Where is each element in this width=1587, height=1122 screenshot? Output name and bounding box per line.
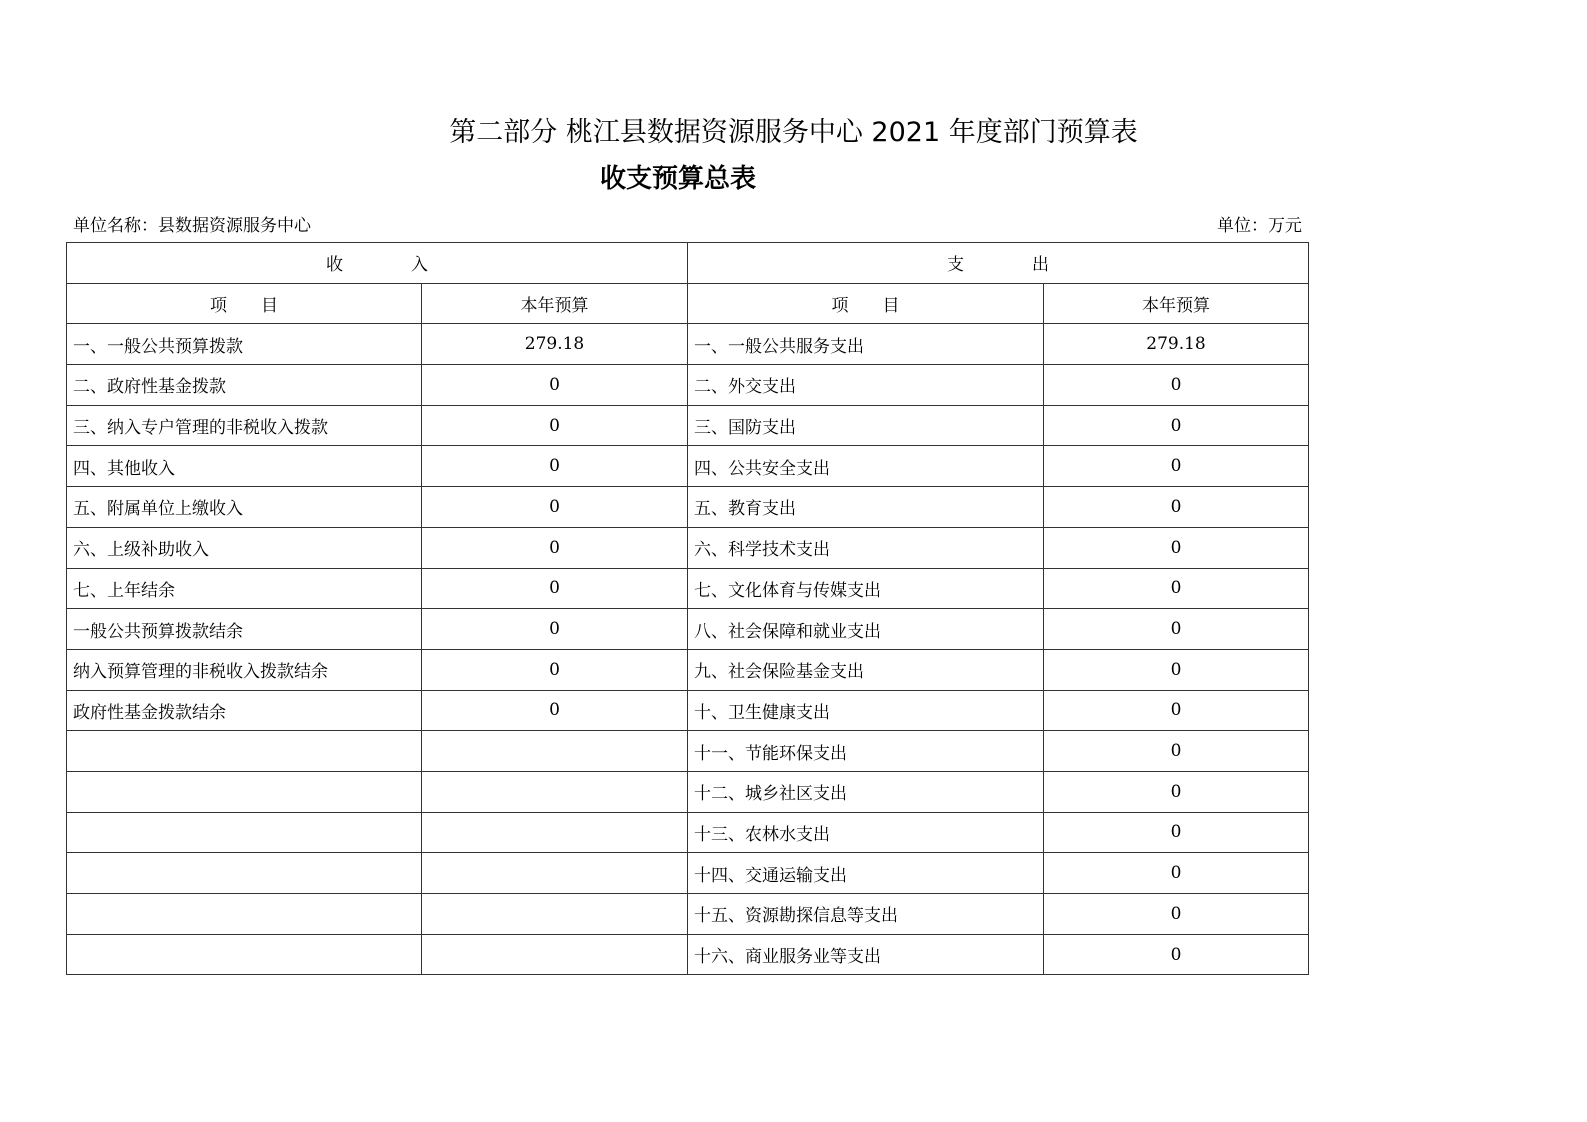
- expense-value-cell: 0: [1044, 690, 1309, 731]
- table-row: [67, 568, 1309, 609]
- table-row: [67, 649, 1309, 690]
- income-item-cell: [67, 812, 422, 853]
- expense-value-cell: 0: [1044, 568, 1309, 609]
- income-value-cell: 0: [422, 568, 688, 609]
- expense-item-cell: 九、社会保险基金支出: [688, 649, 1044, 690]
- table-row: [67, 731, 1309, 772]
- expense-value-cell: 0: [1044, 609, 1309, 650]
- expense-value-cell: 0: [1044, 894, 1309, 935]
- income-item-cell: 一般公共预算拨款结余: [67, 609, 422, 650]
- expense-item-cell: 四、公共安全支出: [688, 446, 1044, 487]
- expense-item-cell: 五、教育支出: [688, 487, 1044, 528]
- table-row: [67, 853, 1309, 894]
- income-item-cell: 六、上级补助收入: [67, 527, 422, 568]
- expense-item-cell: 十一、节能环保支出: [688, 731, 1044, 772]
- expense-item-cell: 十四、交通运输支出: [688, 853, 1044, 894]
- expense-value-cell: 0: [1044, 446, 1309, 487]
- unit-label: 单位：万元: [1217, 216, 1302, 236]
- table-row: [67, 365, 1309, 406]
- income-item-cell: 四、其他收入: [67, 446, 422, 487]
- expense-value-cell: 0: [1044, 934, 1309, 975]
- income-item-cell: [67, 934, 422, 975]
- table-row: [67, 934, 1309, 975]
- expense-item-cell: 七、文化体育与传媒支出: [688, 568, 1044, 609]
- income-item-cell: [67, 771, 422, 812]
- table-row: [67, 487, 1309, 528]
- unit-name-label: 单位名称：县数据资源服务中心: [73, 216, 311, 236]
- income-value-cell: 0: [422, 365, 688, 406]
- section-header-row: [67, 243, 1309, 284]
- income-item-header: 项 目: [67, 283, 422, 324]
- expense-item-cell: 三、国防支出: [688, 405, 1044, 446]
- expense-value-cell: 279.18: [1044, 324, 1309, 365]
- expense-value-cell: 0: [1044, 731, 1309, 772]
- income-value-cell: [422, 812, 688, 853]
- table-row: [67, 446, 1309, 487]
- income-item-cell: [67, 853, 422, 894]
- table-row: [67, 690, 1309, 731]
- income-item-cell: 一、一般公共预算拨款: [67, 324, 422, 365]
- expense-item-cell: 十、卫生健康支出: [688, 690, 1044, 731]
- expense-item-cell: 十二、城乡社区支出: [688, 771, 1044, 812]
- income-value-cell: 0: [422, 446, 688, 487]
- expense-value-cell: 0: [1044, 771, 1309, 812]
- table-row: [67, 527, 1309, 568]
- income-item-cell: 纳入预算管理的非税收入拨款结余: [67, 649, 422, 690]
- expense-item-header: 项 目: [688, 283, 1044, 324]
- income-item-cell: 三、纳入专户管理的非税收入拨款: [67, 405, 422, 446]
- expense-item-cell: 十六、商业服务业等支出: [688, 934, 1044, 975]
- income-header: 收 入: [67, 243, 688, 284]
- income-value-cell: [422, 894, 688, 935]
- expense-value-cell: 0: [1044, 365, 1309, 406]
- income-value-cell: 0: [422, 649, 688, 690]
- budget-table: [66, 242, 1309, 975]
- expense-header: 支 出: [688, 243, 1309, 284]
- income-value-cell: 0: [422, 487, 688, 528]
- expense-item-cell: 二、外交支出: [688, 365, 1044, 406]
- table-row: [67, 812, 1309, 853]
- income-value-cell: [422, 731, 688, 772]
- table-row: [67, 771, 1309, 812]
- income-value-cell: 0: [422, 609, 688, 650]
- page-title: 第二部分 桃江县数据资源服务中心 2021 年度部门预算表: [449, 117, 1138, 148]
- expense-item-cell: 六、科学技术支出: [688, 527, 1044, 568]
- income-value-cell: 0: [422, 690, 688, 731]
- column-header-row: [67, 283, 1309, 324]
- expense-value-cell: 0: [1044, 812, 1309, 853]
- table-row: [67, 324, 1309, 365]
- income-value-cell: 0: [422, 405, 688, 446]
- expense-value-cell: 0: [1044, 405, 1309, 446]
- income-value-cell: [422, 771, 688, 812]
- expense-item-cell: 一、一般公共服务支出: [688, 324, 1044, 365]
- income-item-cell: [67, 894, 422, 935]
- expense-value-cell: 0: [1044, 487, 1309, 528]
- table-row: [67, 405, 1309, 446]
- income-budget-header: 本年预算: [422, 283, 688, 324]
- income-item-cell: 五、附属单位上缴收入: [67, 487, 422, 528]
- table-row: [67, 609, 1309, 650]
- income-item-cell: 政府性基金拨款结余: [67, 690, 422, 731]
- income-item-cell: [67, 731, 422, 772]
- expense-value-cell: 0: [1044, 853, 1309, 894]
- expense-value-cell: 0: [1044, 527, 1309, 568]
- expense-budget-header: 本年预算: [1044, 283, 1309, 324]
- table-row: [67, 894, 1309, 935]
- expense-item-cell: 十三、农林水支出: [688, 812, 1044, 853]
- table-subtitle: 收支预算总表: [600, 164, 757, 194]
- expense-value-cell: 0: [1044, 649, 1309, 690]
- income-value-cell: [422, 853, 688, 894]
- income-item-cell: 二、政府性基金拨款: [67, 365, 422, 406]
- income-value-cell: 0: [422, 527, 688, 568]
- expense-item-cell: 八、社会保障和就业支出: [688, 609, 1044, 650]
- income-value-cell: 279.18: [422, 324, 688, 365]
- expense-item-cell: 十五、资源勘探信息等支出: [688, 894, 1044, 935]
- income-value-cell: [422, 934, 688, 975]
- income-item-cell: 七、上年结余: [67, 568, 422, 609]
